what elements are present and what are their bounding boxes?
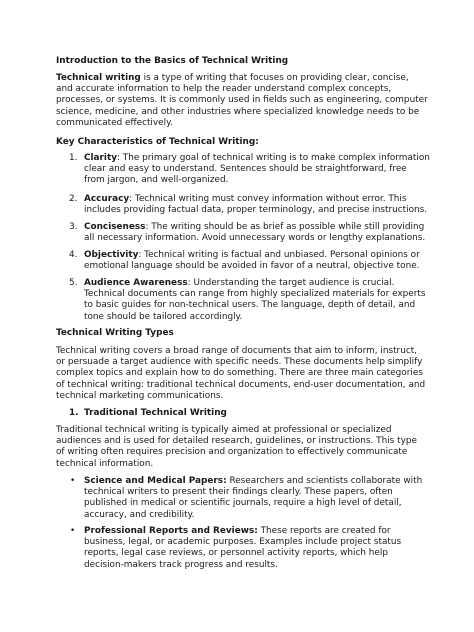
list-item-text: : Technical writing must convey information without error. This includes providing factual data, proper terminology, and precise instructions. <box>84 194 428 216</box>
bullet-item-term: Science and Medical Papers: <box>84 476 227 486</box>
list-number: 5. <box>69 278 78 288</box>
bullet-symbol: • <box>70 526 76 536</box>
list-number: 4. <box>69 250 78 260</box>
intro-text: is a type of writing that focuses on providing clear, concise, and accurate information to help the reader understand complex concepts, processes, or systems. It is commonly used in fields such as engineering, computer science, medicine, and other industries where specialized knowledge needs to be communicated effectively. <box>56 73 428 128</box>
bullet-item-text: These reports are created for business, legal, or academic purposes. Examples include project status reports, legal case reviews, or personnel activity reports, which help decision-makers track progress and results. <box>84 526 402 570</box>
list-item-term: Objectivity <box>84 250 139 260</box>
types-heading: Technical Writing Types <box>56 328 174 338</box>
characteristics-heading: Key Characteristics of Technical Writing: <box>56 137 259 147</box>
list-item-body <box>84 153 430 187</box>
list-item-text: : The writing should be as brief as possible while still providing all necessary information. Avoid unnecessary words or lengthy explanations. <box>84 222 426 244</box>
bullet-item-body <box>84 476 430 521</box>
list-item-term: Conciseness <box>84 222 146 232</box>
bullet-item-text: Researchers and scientists collaborate with technical writers to present their findings clearly. These papers, often published in medical or scientific journals, require a high level of detail, accuracy, and credibility. <box>84 476 423 520</box>
bullet-item-term: Professional Reports and Reviews: <box>84 526 258 536</box>
bullet-item-body <box>84 526 430 571</box>
intro-paragraph <box>56 73 428 129</box>
list-item-term: Audience Awareness <box>84 278 188 288</box>
intro-term: Technical writing <box>56 73 141 83</box>
bullet-symbol: • <box>70 476 76 486</box>
list-item-body <box>84 222 430 244</box>
list-item-body <box>84 250 430 272</box>
list-item-body <box>84 194 430 216</box>
traditional-paragraph: Traditional technical writing is typically aimed at professional or specialized audiences and is used for detailed research, guidelines, or instructions. This type of writing often requires precision and organization to effectively communicate technical information. <box>56 425 417 469</box>
list-number: 2. <box>69 194 78 204</box>
list-number: 3. <box>69 222 78 232</box>
document-title: Introduction to the Basics of Technical Writing <box>56 56 289 66</box>
list-item-term: Accuracy <box>84 194 130 204</box>
subsection-title: Traditional Technical Writing <box>84 408 227 418</box>
list-item-text: : The primary goal of technical writing is to make complex information clear and easy to understand. Sentences should be straightforward, free from jargon, and well-organized. <box>84 153 430 186</box>
list-item-text: : Understanding the target audience is crucial. Technical documents can range from highly specialized materials for experts to basic guides for non-technical users. The language, depth of detail, and tone should be tailored accordingly. <box>84 278 426 322</box>
list-item-term: Clarity <box>84 153 117 163</box>
types-intro-paragraph: Technical writing covers a broad range of documents that aim to inform, instruct, or persuade a target audience with specific needs. These documents help simplify complex topics and explain how to do something. There are three main categories of technical writing: traditional technical documents, end-user documentation, and technical marketing communications. <box>56 346 426 401</box>
subsection-number: 1. <box>69 408 79 418</box>
list-number: 1. <box>69 153 78 163</box>
list-item-body <box>84 278 430 323</box>
list-item-text: : Technical writing is factual and unbiased. Personal opinions or emotional language should be avoided in favor of a neutral, objective tone. <box>84 250 420 272</box>
